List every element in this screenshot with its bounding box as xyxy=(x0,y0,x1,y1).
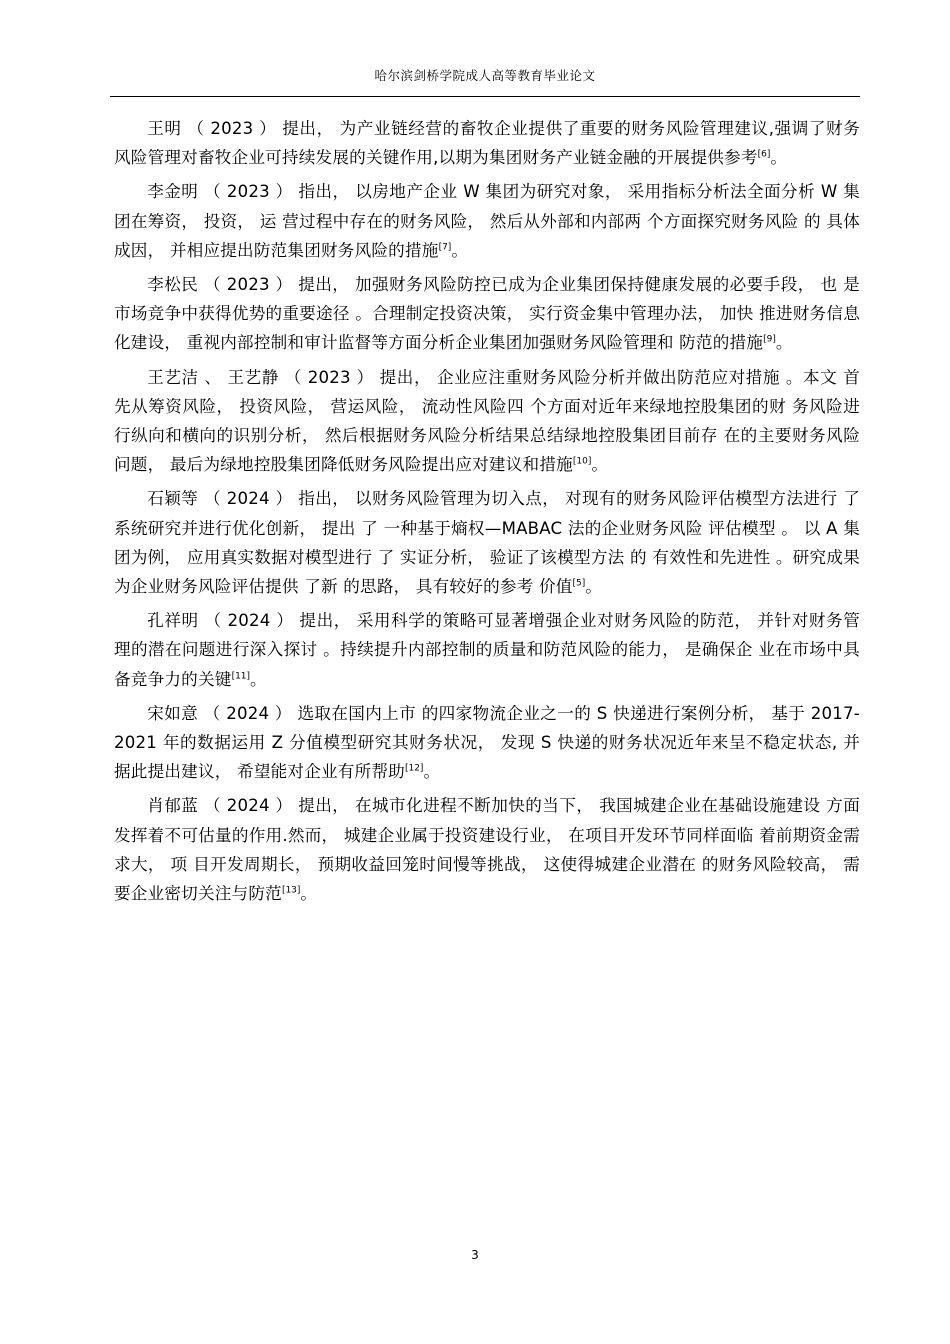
paragraph-text: 王明 （ 2023 ） 提出， 为产业链经营的畜牧企业提供了重要的财务风险管理建议,强调了财务风险管理对畜牧企业可持续发展的关键作用,以期为集团财务产业链金融的开展提供参考 xyxy=(114,119,860,168)
literature-paragraph-li-songmin xyxy=(114,270,860,358)
paragraph-end: 。 xyxy=(585,577,603,597)
literature-paragraph-song-ruyi xyxy=(114,699,860,787)
paragraph-text: 李松民 （ 2023 ） 提出， 加强财务风险防控已成为企业集团保持健康发展的必要手段， 也 是市场竞争中获得优势的重要途径 。合理制定投资决策， 实行资金集中管理办法， 加快 推进财务信息化建设， 重视内部控制和审计监督等方面分析企业集团加强财务风险管理和 防范的措施 xyxy=(114,275,860,353)
literature-paragraph-wang-yijie xyxy=(114,363,860,480)
citation-ref: [7] xyxy=(438,242,452,253)
paragraph-end: 。 xyxy=(300,884,318,904)
paragraph-text: 肖郁蓝 （ 2024 ） 提出， 在城市化进程不断加快的当下， 我国城建企业在基础设施建设 方面发挥着不可估量的作用.然而， 城建企业属于投资建设行业， 在项目开发环节同样面临 着前期资金需求大， 项 目开发周期长， 预期收益回笼时间慢等挑战， 这使得城建企业潜在 的财务风险较高， 需要企业密切关注与防范 xyxy=(114,796,860,904)
paragraph-end: 。 xyxy=(591,455,609,475)
header-divider xyxy=(110,96,860,97)
paragraph-end: 。 xyxy=(770,148,788,168)
citation-ref: [5] xyxy=(572,578,586,589)
paragraph-end: 。 xyxy=(423,762,441,782)
page-header: 哈尔滨剑桥学院成人高等教育毕业论文 xyxy=(374,68,596,83)
literature-paragraph-wang-ming xyxy=(114,114,860,172)
paragraph-end: 。 xyxy=(451,240,469,260)
paragraph-text: 李金明 （ 2023 ） 指出， 以房地产企业 W 集团为研究对象， 采用指标分析法全面分析 W 集 团在筹资， 投资， 运 营过程中存在的财务风险， 然后从外部和内部两 个方面探究财务风险 的 具体成因， 并相应提出防范集团财务风险的措施 xyxy=(114,182,860,260)
citation-ref: [9] xyxy=(763,334,776,345)
literature-paragraph-li-jinming xyxy=(114,177,860,265)
paragraph-end: 。 xyxy=(250,669,267,689)
paragraph-text: 孔祥明 （ 2024 ） 提出， 采用科学的策略可显著增强企业对财务风险的防范， 并针对财务管理的潜在问题进行深入探讨 。持续提升内部控制的质量和防范风险的能力， 是确保企 业在市场中具备竞争力的关键 xyxy=(114,611,860,689)
citation-ref: [10] xyxy=(572,456,592,467)
page-number: 3 xyxy=(471,1248,479,1262)
paragraph-text: 石颖等 （ 2024 ） 指出， 以财务风险管理为切入点， 对现有的财务风险评估模型方法进行 了 系统研究并进行优化创新， 提出 了 一种基于熵权—MABAC 法的企业财务风险 评估模型 。 以 A 集团为例， 应用真实数据对模型进行 了 实证分析， 验证了该模型方法 的 有效性和先进性 。研究成果为企业财务风险评估提供 了新 的思路， 具有较好的参考 价值 xyxy=(114,489,860,597)
paragraph-end: 。 xyxy=(775,333,793,353)
document-body xyxy=(114,114,860,913)
literature-paragraph-kong-xiangming xyxy=(114,606,860,694)
literature-paragraph-xiao-yulan xyxy=(114,791,860,908)
paragraph-text: 宋如意 （ 2024 ） 选取在国内上市 的四家物流企业之一的 S 快递进行案例分析， 基于 2017- 2021 年的数据运用 Z 分值模型研究其财务状况， 发现 S 快递的财务状况近年来呈不稳定状态, 并据此提出建议， 希望能对企业有所帮助 xyxy=(114,703,860,782)
paragraph-text: 王艺洁 、 王艺静 （ 2023 ） 提出， 企业应注重财务风险分析并做出防范应对措施 。本文 首先从筹资风险， 投资风险， 营运风险， 流动性风险四 个方面对近年来绿地控股集团的财 务风险进行纵向和横向的识别分析， 然后根据财务风险分析结果总结绿地控股集团目前存 在的主要财务风险问题， 最后为绿地控股集团降低财务风险提出应对建议和措施 xyxy=(114,367,860,475)
citation-ref: [11] xyxy=(231,671,251,682)
citation-ref: [6] xyxy=(757,149,771,160)
literature-paragraph-shi-ying xyxy=(114,484,860,601)
citation-ref: [12] xyxy=(404,763,424,774)
citation-ref: [13] xyxy=(281,885,301,896)
